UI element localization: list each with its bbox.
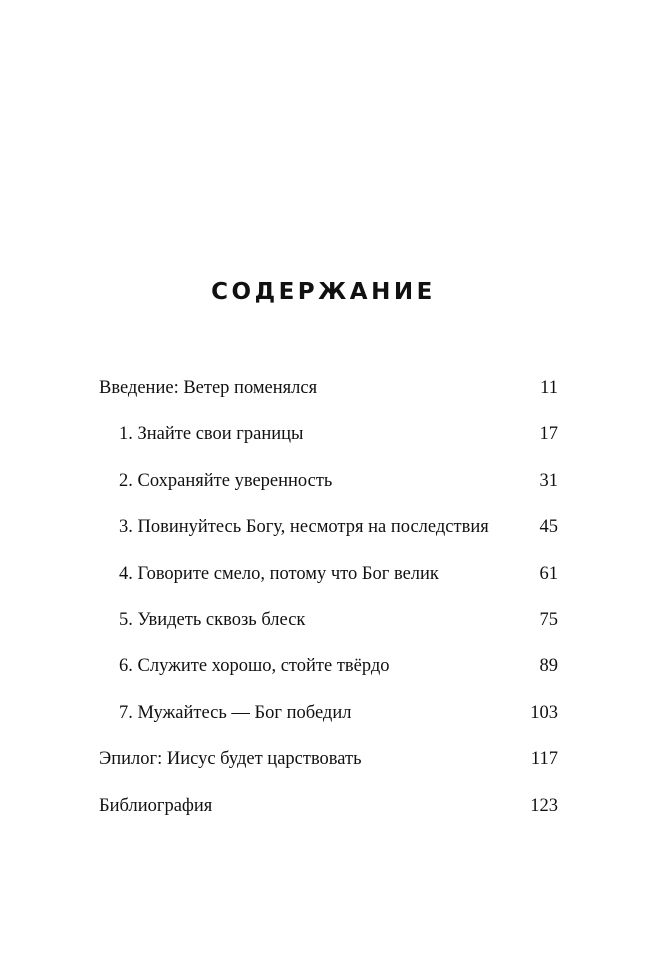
toc-entry-page-number: 103: [530, 702, 558, 723]
toc-entry-epilogue: [99, 743, 558, 789]
toc-entry-title: Эпилог: Иисус будет царствовать: [99, 749, 362, 770]
toc-entry-page-number: 117: [530, 749, 558, 770]
toc-entry-introduction: [99, 372, 558, 418]
toc-entry-bibliography: [99, 790, 558, 836]
toc-entry-page-number: 31: [539, 470, 558, 491]
toc-entry-title: 3. Повинуйтесь Богу, несмотря на последствия: [119, 517, 489, 538]
toc-entry-title: Введение: Ветер поменялся: [99, 378, 318, 398]
toc-entry-title: 7. Мужайтесь — Бог победил: [119, 702, 352, 723]
toc-entry-page-number: 75: [539, 609, 558, 630]
table-of-contents: [99, 372, 558, 836]
toc-entry-title: 2. Сохраняйте уверенность: [119, 470, 333, 491]
page-title: СОДЕРЖАНИЕ: [211, 279, 436, 305]
toc-entry-title: 4. Говорите смело, потому что Бог велик: [119, 563, 439, 584]
toc-entry-title: 1. Знайте свои границы: [119, 424, 304, 445]
toc-entry-page-number: 61: [539, 563, 558, 584]
toc-entry-page-number: 11: [540, 378, 558, 398]
toc-entry-chapter-2: [99, 465, 558, 511]
toc-entry-page-number: 89: [539, 656, 558, 677]
toc-entry-chapter-6: [99, 650, 558, 696]
toc-entry-page-number: 17: [539, 424, 558, 445]
toc-entry-title: Библиография: [99, 795, 213, 816]
toc-entry-chapter-3: [99, 511, 558, 557]
toc-entry-chapter-5: [99, 604, 558, 650]
toc-entry-title: 6. Служите хорошо, стойте твёрдо: [119, 656, 390, 677]
toc-entry-title: 5. Увидеть сквозь блеск: [119, 609, 306, 630]
toc-entry-chapter-7: [99, 697, 558, 743]
toc-entry-page-number: 45: [539, 517, 558, 538]
toc-entry-chapter-4: [99, 558, 558, 604]
toc-entry-page-number: 123: [530, 795, 558, 816]
toc-entry-chapter-1: [99, 418, 558, 464]
